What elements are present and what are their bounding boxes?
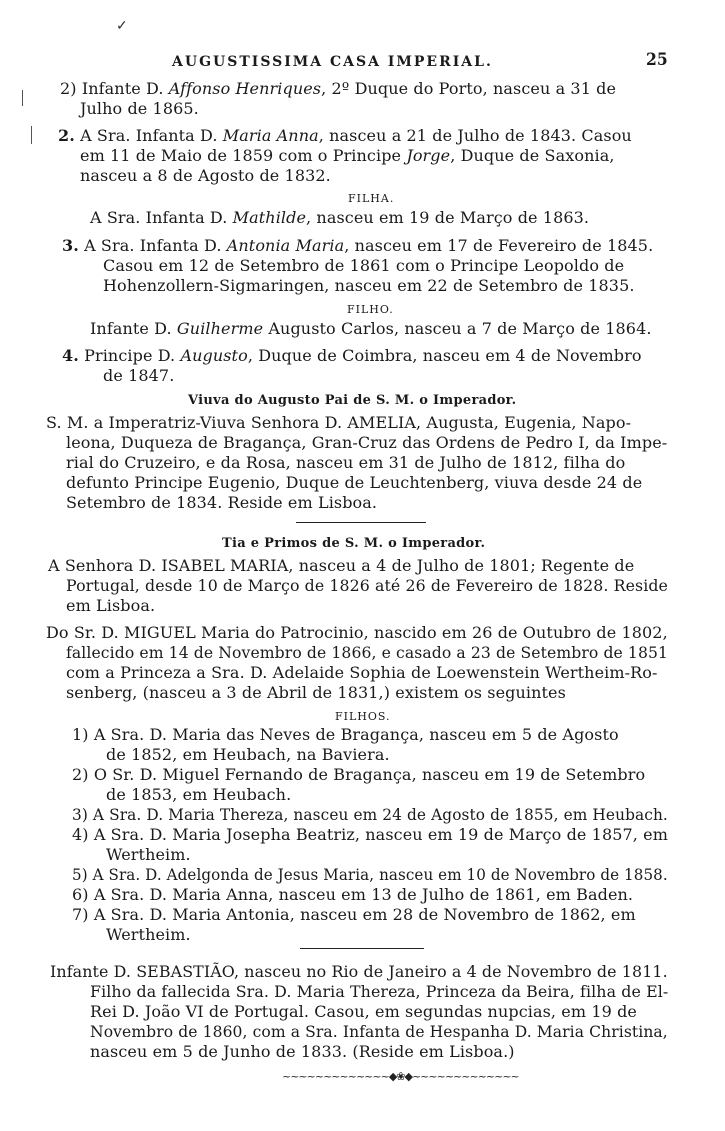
entry-antonia-line2: Casou em 12 de Setembro de 1861 com o Principe Leopoldo de xyxy=(103,256,625,275)
section-rule xyxy=(300,948,424,949)
viuva-line: leona, Duqueza de Bragança, Gran-Cruz das Ordens de Pedro I, da Impe- xyxy=(66,433,668,452)
isabel-line: em Lisboa. xyxy=(66,596,156,615)
viuva-line: S. M. a Imperatriz-Viuva Senhora D. AMELIA, Augusta, Eugenia, Napo- xyxy=(46,413,632,432)
miguel-line: fallecido em 14 de Novembro de 1866, e casado a 23 de Setembro de 1851 xyxy=(66,643,669,662)
viuva-heading: Viuva do Augusto Pai de S. M. o Imperador. xyxy=(188,393,517,408)
viuva-line: rial do Cruzeiro, e da Rosa, nasceu em 31 de Julho de 1812, filha do xyxy=(66,453,626,472)
viuva-line: defunto Principe Eugenio, Duque de Leuchtenberg, viuva desde 24 de xyxy=(66,473,643,492)
tailpiece-ornament: ~~~~~~~~~~~~~◆❀◆~~~~~~~~~~~~~ xyxy=(282,1070,519,1083)
filhos-item: 1) A Sra. D. Maria das Neves de Bragança, nasceu em 5 de Agosto xyxy=(72,725,619,744)
filhos-item: 4) A Sra. D. Maria Josepha Beatriz, nasceu em 19 de Março de 1857, em xyxy=(72,825,668,844)
filhos-item: 3) A Sra. D. Maria Thereza, nasceu em 24 de Agosto de 1855, em Heubach. xyxy=(72,805,668,824)
filhos-item: 5) A Sra. D. Adelgonda de Jesus Maria, nasceu em 10 de Novembro de 1858. xyxy=(72,865,668,884)
entry-maria-anna-line1: 2. A Sra. Infanta D. Maria Anna, nasceu a 21 de Julho de 1843. Casou xyxy=(58,126,632,145)
running-title: AUGUSTISSIMA CASA IMPERIAL. xyxy=(172,54,493,70)
section-rule xyxy=(296,522,426,523)
entry-mathilde: A Sra. Infanta D. Mathilde, nasceu em 19 de Março de 1863. xyxy=(90,208,590,227)
filhos-item: 2) O Sr. D. Miguel Fernando de Bragança, nasceu em 19 de Setembro xyxy=(72,765,646,784)
sebastiao-line: Rei D. João VI de Portugal. Casou, em segundas nupcias, em 19 de xyxy=(90,1002,637,1021)
entry-maria-anna-line3: nasceu a 8 de Agosto de 1832. xyxy=(80,166,331,185)
miguel-line: com a Princeza a Sra. D. Adelaide Sophia de Loewenstein Wertheim-Ro- xyxy=(66,663,658,682)
entry-augusto-line1: 4. Principe D. Augusto, Duque de Coimbra, nasceu em 4 de Novembro xyxy=(62,346,642,365)
page-edge-mark xyxy=(22,90,23,106)
filhos-label: FILHOS. xyxy=(335,710,391,723)
filhos-item-cont: de 1853, em Heubach. xyxy=(106,785,292,804)
viuva-line: Setembro de 1834. Reside em Lisboa. xyxy=(66,493,378,512)
miguel-line: Do Sr. D. MIGUEL Maria do Patrocinio, nascido em 26 de Outubro de 1802, xyxy=(46,623,668,642)
filhos-item: 6) A Sra. D. Maria Anna, nasceu em 13 de Julho de 1861, em Baden. xyxy=(72,885,634,904)
filhos-item: 7) A Sra. D. Maria Antonia, nasceu em 28 de Novembro de 1862, em xyxy=(72,905,636,924)
filho-label: FILHO. xyxy=(347,303,394,316)
entry-augusto-line2: de 1847. xyxy=(103,366,175,385)
sebastiao-line: Novembro de 1860, com a Sra. Infanta de Hespanha D. Maria Christina, xyxy=(90,1022,668,1041)
miguel-line: senberg, (nasceu a 3 de Abril de 1831,) existem os seguintes xyxy=(66,683,566,702)
entry-antonia-line1: 3. A Sra. Infanta D. Antonia Maria, nasceu em 17 de Fevereiro de 1845. xyxy=(62,236,654,255)
sebastiao-line: Filho da fallecida Sra. D. Maria Thereza, Princeza da Beira, filha de El- xyxy=(90,982,669,1001)
corner-checkmark: ✓ xyxy=(116,18,128,34)
entry-maria-anna-line2: em 11 de Maio de 1859 com o Principe Jorge, Duque de Saxonia, xyxy=(80,146,615,165)
page-edge-mark xyxy=(31,126,32,144)
entry-guilherme: Infante D. Guilherme Augusto Carlos, nasceu a 7 de Março de 1864. xyxy=(90,319,652,338)
isabel-line: A Senhora D. ISABEL MARIA, nasceu a 4 de Julho de 1801; Regente de xyxy=(48,556,635,575)
sebastiao-line: nasceu em 5 de Junho de 1833. (Reside em Lisboa.) xyxy=(90,1042,515,1061)
tia-heading: Tia e Primos de S. M. o Imperador. xyxy=(222,536,486,551)
filhos-item-cont: de 1852, em Heubach, na Baviera. xyxy=(106,745,390,764)
isabel-line: Portugal, desde 10 de Março de 1826 até 26 de Fevereiro de 1828. Reside xyxy=(66,576,668,595)
sebastiao-line: Infante D. SEBASTIÃO, nasceu no Rio de Janeiro a 4 de Novembro de 1811. xyxy=(50,962,668,981)
filha-label: FILHA. xyxy=(348,192,395,205)
entry-affonso-line1: 2) Infante D. Affonso Henriques, 2º Duque do Porto, nasceu a 31 de xyxy=(60,79,617,98)
entry-antonia-line3: Hohenzollern-Sigmaringen, nasceu em 22 de Setembro de 1835. xyxy=(103,276,635,295)
entry-affonso-line2: Julho de 1865. xyxy=(80,99,199,118)
page-number: 25 xyxy=(646,50,668,70)
filhos-item-cont: Wertheim. xyxy=(106,925,191,944)
filhos-item-cont: Wertheim. xyxy=(106,845,191,864)
